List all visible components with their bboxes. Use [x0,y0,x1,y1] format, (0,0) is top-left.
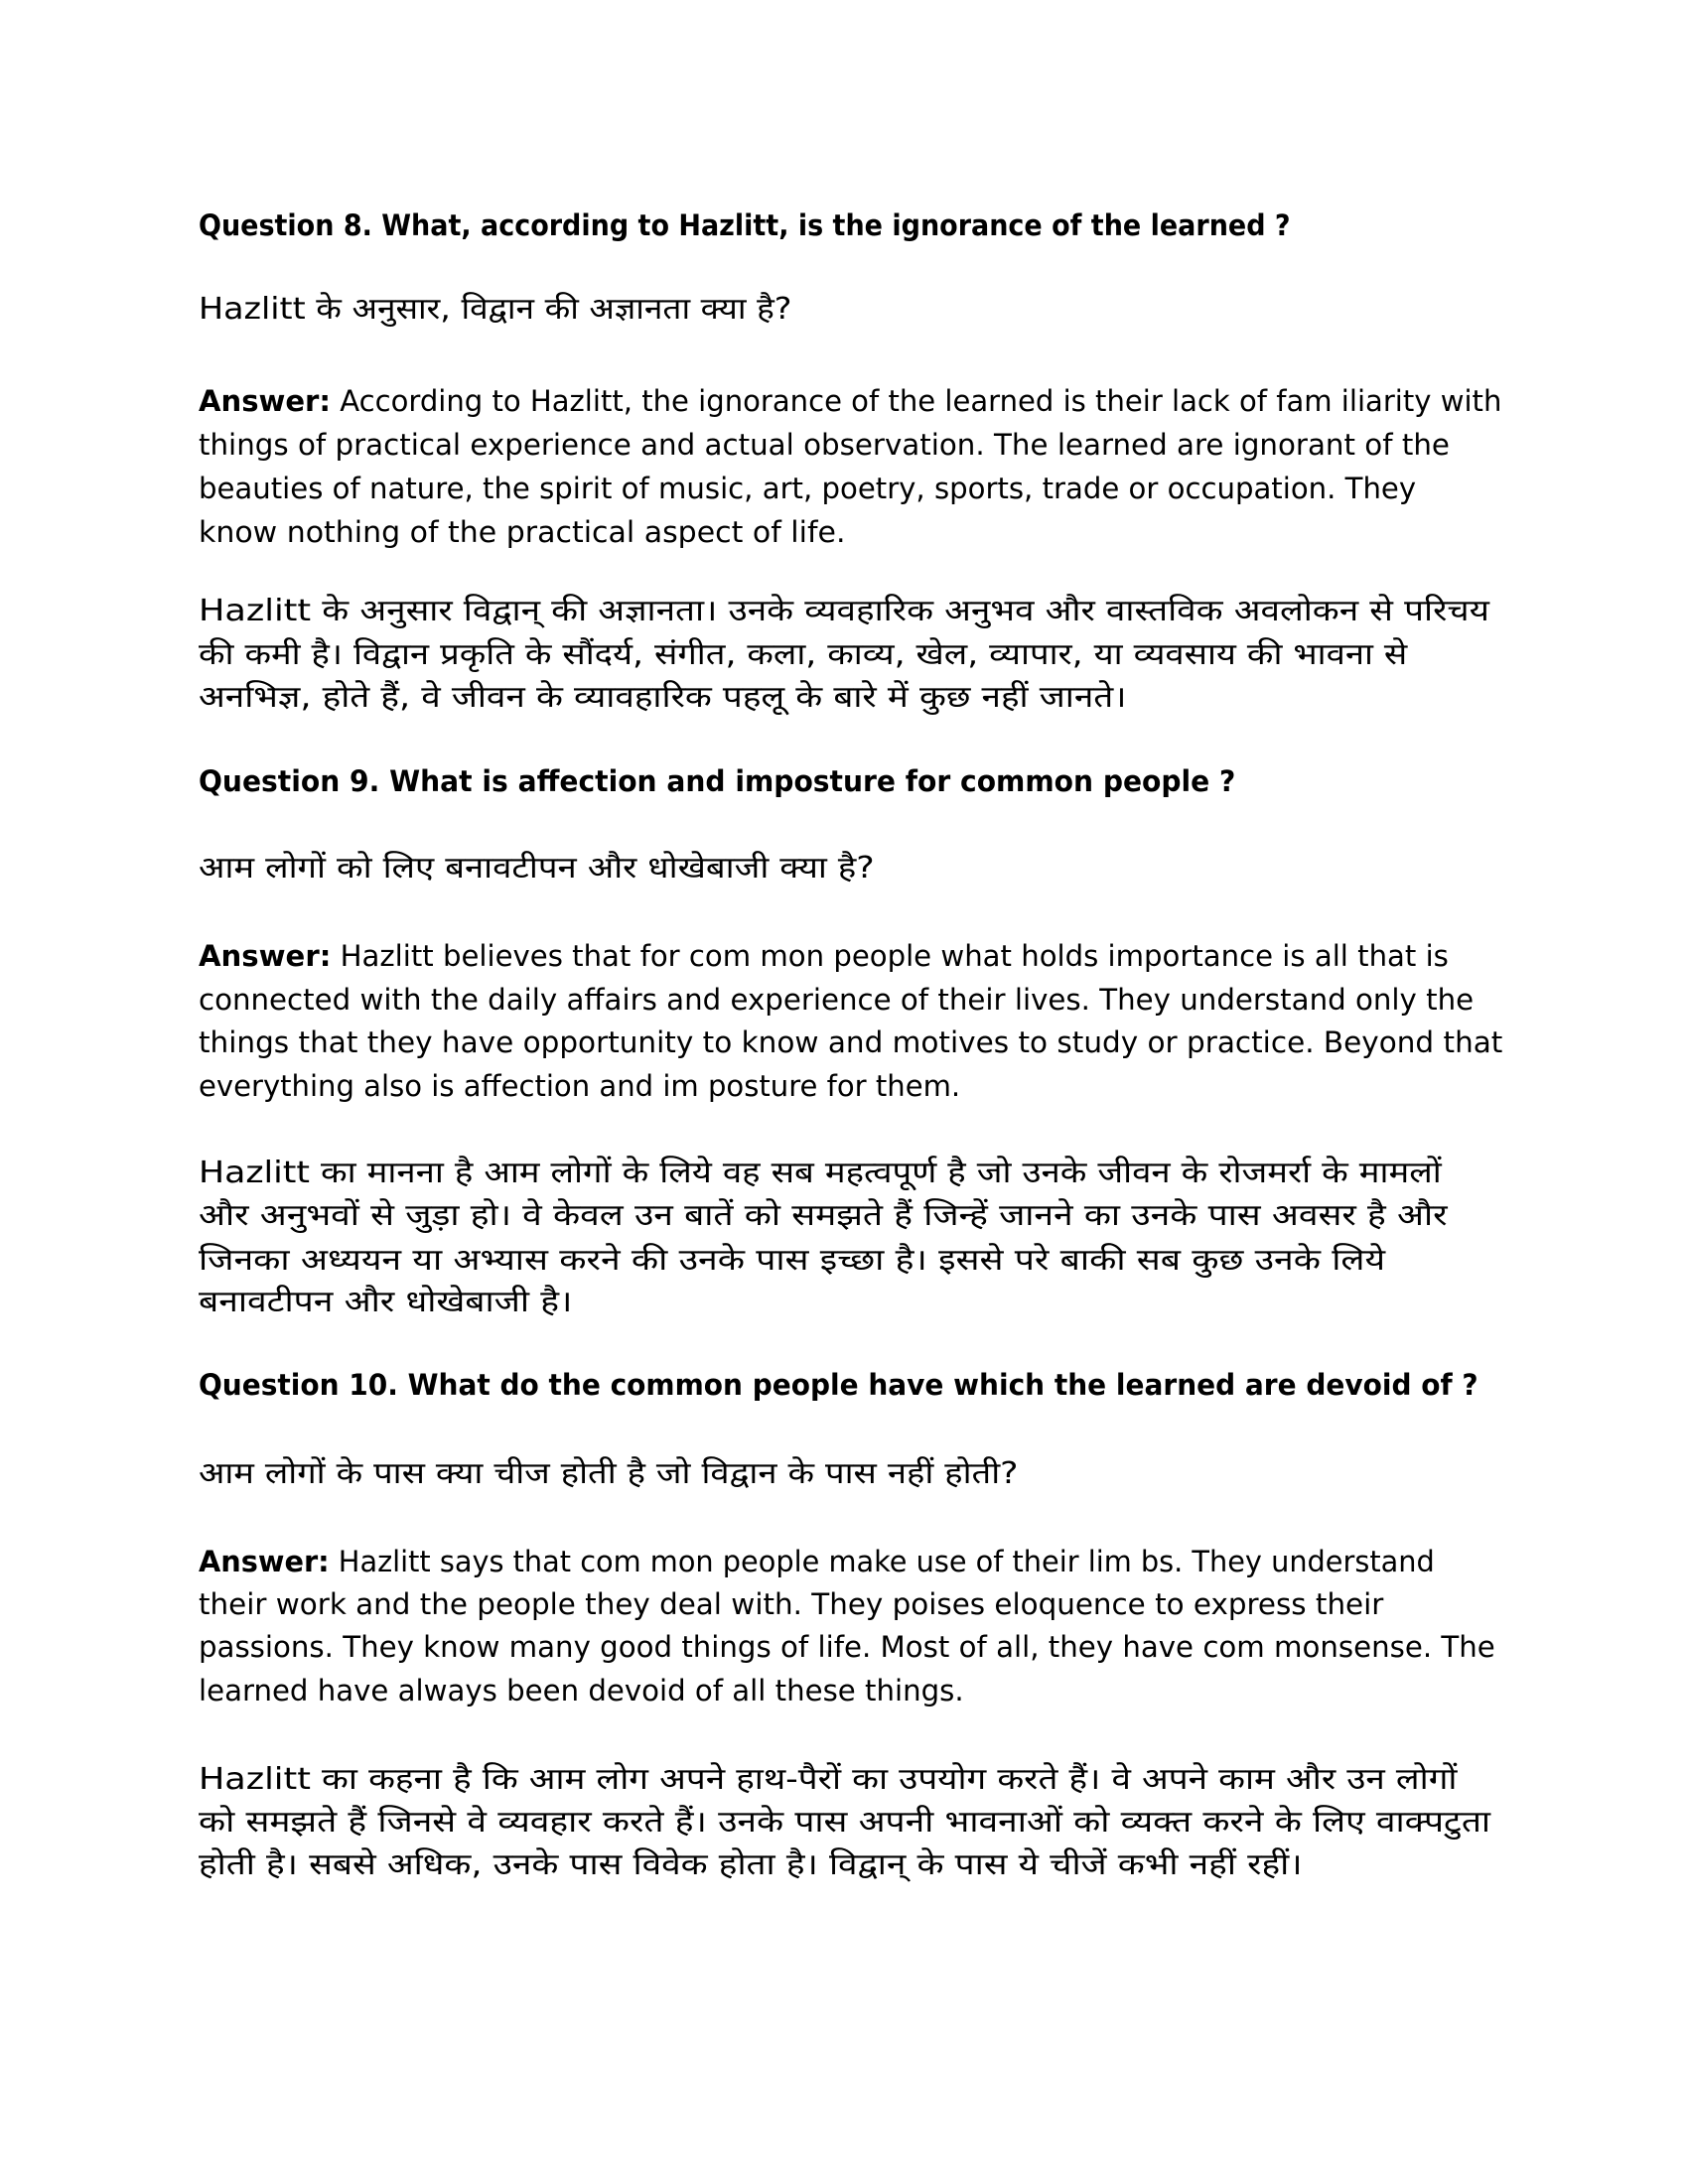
answer-label: Answer: [199,384,332,418]
answer-label: Answer: [199,1545,330,1578]
answer-hindi-line: बनावटीपन और धोखेबाजी है। [199,1285,573,1319]
question-heading-hindi: Hazlitt के अनुसार, विद्वान की अज्ञानता क्या है? [199,292,792,327]
answer-hindi-line: Hazlitt का कहना है कि आम लोग अपने हाथ-पैरों का उपयोग करते हैं। वे अपने काम और उन लोगों [199,1762,1458,1797]
answer-text: Hazlitt says that com mon people make use of their lim bs. They understand [338,1545,1435,1578]
answer-line [199,384,1502,418]
question-heading: Question 8. What, according to Hazlitt, is the ignorance of the learned ? [199,208,1291,242]
answer-line: passions. They know many good things of life. Most of all, they have com monsense. The [199,1630,1495,1664]
answer-line: connected with the daily affairs and experience of their lives. They understand only the [199,983,1475,1017]
question-heading: Question 10. What do the common people have which the learned are devoid of ? [199,1368,1478,1402]
answer-line [199,1545,1435,1578]
question-heading-hindi: आम लोगों के पास क्या चीज होती है जो विद्वान के पास नहीं होती? [199,1456,1019,1491]
answer-line: things of practical experience and actual observation. The learned are ignorant of the [199,428,1450,462]
answer-line [199,939,1449,973]
answer-hindi-line: जिनका अध्ययन या अभ्यास करने की उनके पास इच्छा है। इससे परे बाकी सब कुछ उनके लिये [199,1243,1386,1278]
answer-line: their work and the people they deal with. They poises eloquence to express their [199,1587,1384,1621]
answer-line: everything also is affection and im posture for them. [199,1069,961,1103]
answer-line: know nothing of the practical aspect of life. [199,515,846,549]
answer-hindi-line: होती है। सबसे अधिक, उनके पास विवेक होता है। विद्वान् के पास ये चीजें कभी नहीं रहीं। [199,1847,1303,1882]
answer-hindi-line: Hazlitt के अनुसार विद्वान् की अज्ञानता। उनके व्यवहारिक अनुभव और वास्तविक अवलोकन से परिचय [199,594,1489,628]
answer-line: learned have always been devoid of all these things. [199,1674,964,1707]
answer-hindi-line: की कमी है। विद्वान प्रकृति के सौंदर्य, संगीत, कला, काव्य, खेल, व्यापार, या व्यवसाय की भावना से [199,637,1408,672]
answer-hindi-line: Hazlitt का मानना है आम लोगों के लिये वह सब महत्वपूर्ण है जो उनके जीवन के रोजमर्रा के मामलों [199,1156,1442,1190]
question-heading: Question 9. What is affection and imposture for common people ? [199,764,1236,798]
answer-line: beauties of nature, the spirit of music, art, poetry, sports, trade or occupation. They [199,472,1417,505]
answer-hindi-line: अनभिज्ञ, होते हैं, वे जीवन के व्यावहारिक पहलू के बारे में कुछ नहीं जानते। [199,680,1127,715]
answer-text: Hazlitt believes that for com mon people what holds importance is all that is [340,939,1449,973]
answer-line: things that they have opportunity to know and motives to study or practice. Beyond that [199,1025,1503,1059]
answer-hindi-line: को समझते हैं जिनसे वे व्यवहार करते हैं। उनके पास अपनी भावनाओं को व्यक्त करने के लिए वाक्पटुता [199,1805,1491,1840]
answer-hindi-line: और अनुभवों से जुड़ा हो। वे केवल उन बातें को समझते हैं जिन्हें जानने का उनके पास अवसर है और [199,1198,1448,1233]
answer-label: Answer: [199,939,332,973]
answer-text: According to Hazlitt, the ignorance of the learned is their lack of fam iliarity with [340,384,1502,418]
question-heading-hindi: आम लोगों को लिए बनावटीपन और धोखेबाजी क्या है? [199,851,875,886]
